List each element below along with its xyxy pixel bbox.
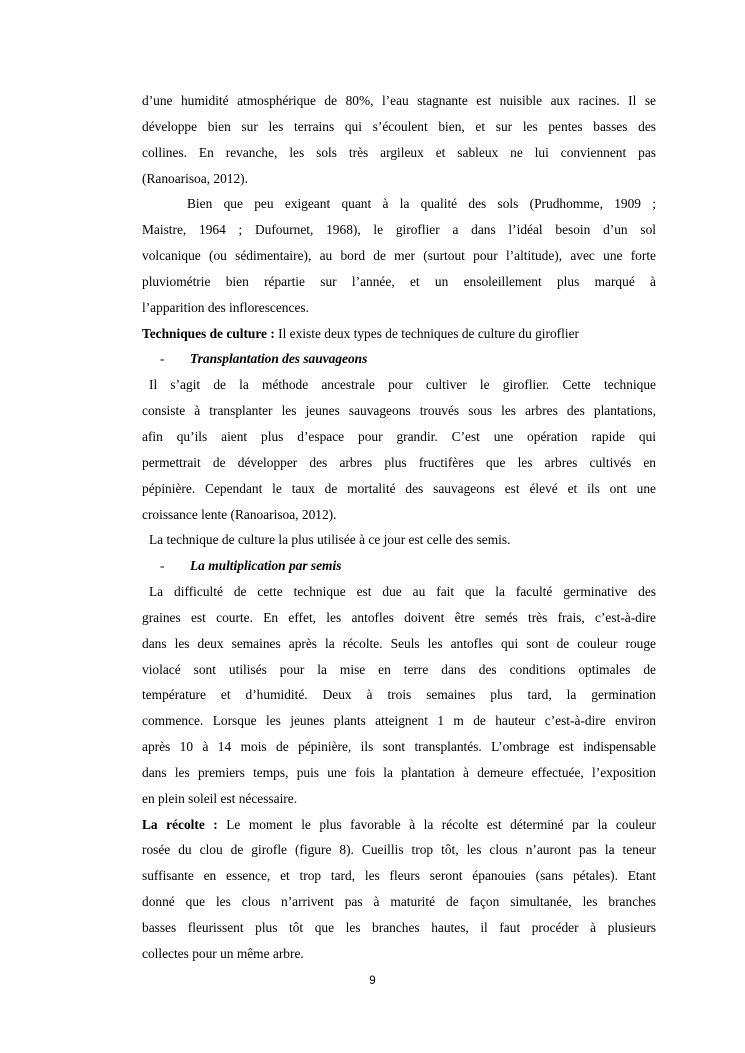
section-techniques [142,321,656,347]
text-line: collectes pour un même arbre. [142,945,304,961]
text-line: consiste à transplanter les jeunes sauvageons trouvés sous les arbres des plantations, [142,403,656,419]
text-line: dans les premiers temps, puis une fois la plantation à demeure effectuée, l’exposition [142,764,656,780]
text-line: commence. Lorsque les jeunes plants atteignent 1 m de hauteur c’est-à-dire environ [142,713,656,729]
text-line: Bien que peu exigeant quant à la qualité des sols (Prudhomme, 1909 ; [187,196,656,212]
text-line [142,812,656,838]
section-text-techniques: Il existe deux types de techniques de culture du giroflier [274,325,579,341]
text-line: développe bien sur les terrains qui s’écoulent bien, et sur les pentes basses des [142,118,656,134]
bullet-item-transplantation [142,346,656,372]
section-heading-recolte: La récolte : [142,816,218,832]
text-line: Maistre, 1964 ; Dufournet, 1968), le giroflier a dans l’idéal besoin d’un sol [142,222,656,238]
paragraph-transplantation [142,372,656,527]
text-line: (Ranoarisoa, 2012). [142,170,248,186]
text-line: rosée du clou de girofle (figure 8). Cueillis trop tôt, les clous n’auront pas la teneur [142,842,656,858]
bullet-dash: - [160,558,165,574]
paragraph-recolte [142,812,656,967]
text-line: en plein soleil est nécessaire. [142,790,298,806]
section-text-recolte: Le moment le plus favorable à la récolte est déterminé par la couleur [217,816,656,832]
text-line: suffisante en essence, et trop tard, les fleurs seront épanouies (sans pétales). Etant [142,868,656,884]
text-line: violacé sont utilisés pour la mise en terre dans des conditions optimales de [142,661,656,677]
bullet-dash: - [160,351,165,367]
text-line: température et d’humidité. Deux à trois semaines plus tard, la germination [142,687,656,703]
paragraph-soil-requirements [142,191,656,320]
paragraph-soil-humidity [142,88,656,191]
bullet-label: La multiplication par semis [190,558,342,574]
text-line: afin qu’ils aient plus d’espace pour grandir. C’est une opération rapide qui [142,428,656,444]
bullet-item-semis [142,553,656,579]
text-line: collines. En revanche, les sols très argileux et sableux ne lui conviennent pas [142,144,656,160]
text-line: donné que les clous n’arrivent pas à maturité de façon simultanée, les branches [142,894,656,910]
section-heading-techniques: Techniques de culture : [142,325,275,341]
text-line: l’apparition des inflorescences. [142,299,309,315]
text-line: graines est courte. En effet, les antofles doivent être semés très frais, c’est-à-dire [142,609,656,625]
text-line: croissance lente (Ranoarisoa, 2012). [142,506,337,522]
text-line: volcanique (ou sédimentaire), au bord de mer (surtout pour l’altitude), avec une forte [142,248,656,264]
text-line: La difficulté de cette technique est due au fait que la faculté germinative des [149,584,656,600]
text-line: d’une humidité atmosphérique de 80%, l’eau stagnante est nuisible aux racines. Il se [142,93,656,108]
text-line: permettrait de développer des arbres plus fructifères que les arbres cultivés en [142,454,656,470]
text-line: après 10 à 14 mois de pépinière, ils sont transplantés. L’ombrage est indispensable [142,739,656,755]
bullet-label: Transplantation des sauvageons [190,351,368,367]
text-line: pépinière. Cependant le taux de mortalité des sauvageons est élevé et ils ont une [142,480,656,496]
paragraph-most-used-technique: La technique de culture la plus utilisée à ce jour est celle des semis. [149,532,511,548]
text-line: pluviométrie bien répartie sur l’année, et un ensoleillement plus marqué à [142,273,656,289]
text-line: dans les deux semaines après la récolte. Seuls les antofles qui sont de couleur rouge [142,635,656,651]
text-line: Il s’agit de la méthode ancestrale pour cultiver le giroflier. Cette technique [149,377,656,393]
document-page [142,88,656,967]
paragraph-semis [142,579,656,812]
text-line: basses fleurissent plus tôt que les branches hautes, il faut procéder à plusieurs [142,920,656,935]
page-number: 9 [369,975,376,987]
